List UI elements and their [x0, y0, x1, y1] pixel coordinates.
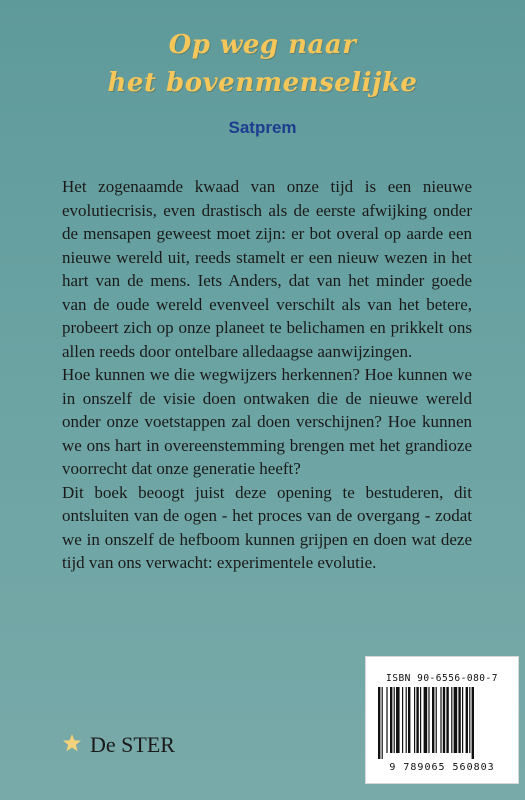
- blurb-paragraph: Dit boek beoogt juist deze opening te bestuderen, dit ontsluiten van de ogen - het proces van de overgang - zodat we in onszelf de hefboom kunnen grijpen en doen wat deze tijd van ons verwacht: experimentele evolutie.: [62, 482, 472, 572]
- author-name: Satprem: [228, 118, 297, 137]
- book-title-line-1: Op weg naar: [168, 30, 357, 60]
- blurb: [62, 175, 472, 575]
- star-icon: [62, 733, 82, 753]
- isbn-number: ISBN 90-6556-080-7: [386, 673, 498, 684]
- book-title-line-2: het bovenmenselijke: [107, 68, 418, 98]
- barcode-icon: [376, 687, 508, 759]
- barcode-box: [365, 656, 519, 784]
- publisher-name: De STER: [90, 732, 175, 757]
- ean-number: 9 789065 560803: [389, 762, 495, 773]
- blurb-paragraph: Het zogenaamde kwaad van onze tijd is een nieuwe evolutiecrisis, even drastisch als de eerste afwijking onder de mensapen geweest moet zijn: er bot overal op aarde een nieuwe wereld uit, reeds stamelt er een nieuw wezen in het hart van de mens. Iets Anders, dat van het minder goede van de oude wereld evenveel verschilt als van het betere, probeert zich op onze planeet te belichamen en prikkelt ons allen reeds door ontelbare alledaagse aanwijzingen.: [62, 177, 472, 361]
- blurb-paragraph: Hoe kunnen we die wegwijzers herkennen? Hoe kunnen we in onszelf de visie doen ontwaken die de nieuwe wereld onder onze voetstappen zal doen verschijnen? Hoe kunnen we ons hart in overeenstemming brengen met het grandioze voorrecht dat onze generatie heeft?: [62, 365, 472, 478]
